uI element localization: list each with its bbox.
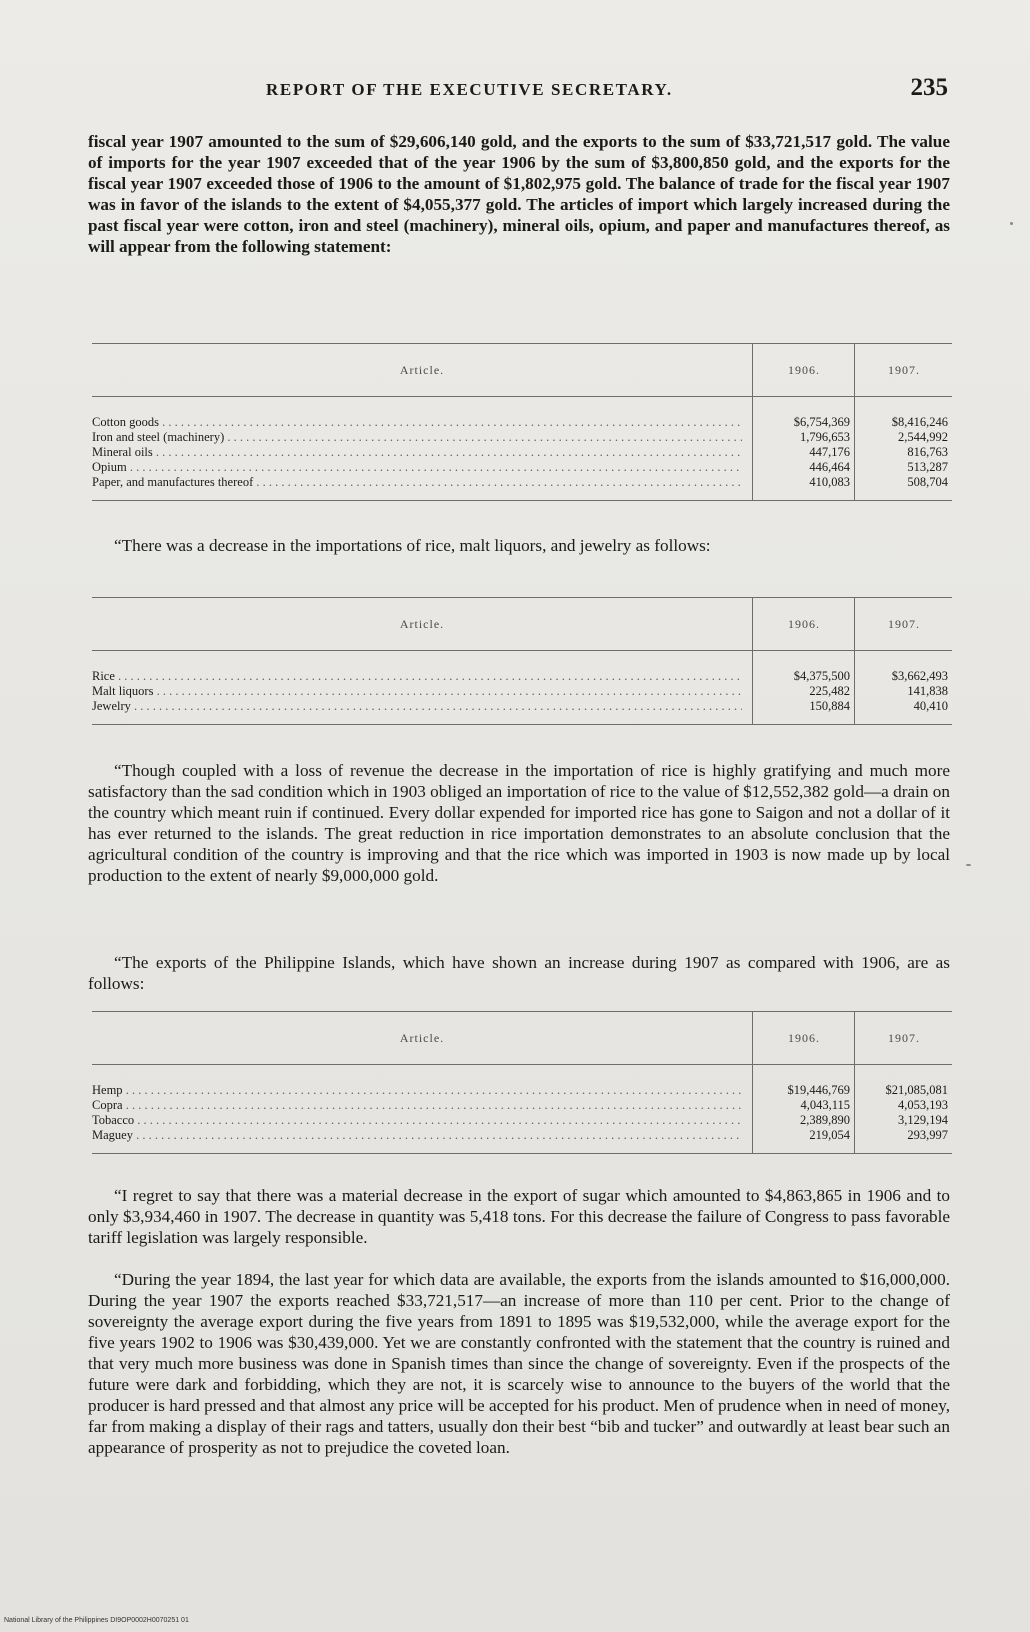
table-row [92, 1098, 952, 1113]
page-number: 235 [910, 74, 948, 101]
table-row [92, 684, 952, 699]
column-header-1906: 1906. [752, 344, 855, 396]
table-body [92, 397, 952, 500]
row-article: Copra . . . [92, 1098, 742, 1113]
table-imports-decrease [92, 597, 952, 725]
table-exports-increase [92, 1011, 952, 1154]
row-article: Mineral oils . . . [92, 445, 742, 460]
row-article: Cotton goods . . . [92, 415, 742, 430]
row-article: Malt liquors . . . [92, 684, 742, 699]
row-value-1906: $19,446,769 [787, 1083, 850, 1097]
row-article: Tobacco . . . [92, 1113, 742, 1128]
table-row [92, 445, 952, 460]
paragraph-sugar-decrease: “I regret to say that there was a material decrease in the export of sugar which amounted to $4,863,865 in 1906 and to only $3,934,460 in 1907. The decrease in quantity was 5,418 tons. For this decrease the failure of Congress to pass favorable tariff legislation was largely responsible. [88, 1186, 950, 1247]
row-value-1906: 2,389,890 [800, 1113, 850, 1127]
paragraph-export-history: “During the year 1894, the last year for which data are available, the exports from the islands amounted to $16,000,000. During the year 1907 the exports reached $33,721,517—an increase of more than 110 per cent. Prior to the change of sovereignty the average export during the five years from 1891 to 1895 was $19,532,000, while the average export for the five years 1902 to 1906 was $30,439,000. Yet we are constantly confronted with the statement that the country is ruined and that very much more business was done in Spanish times than since the change of sovereignty. Even if the prospects of the future were dark and forbidding, which they are not, it is scarcely wise to announce to the buyers of the world that the producer is hard pressed and that almost any price will be accepted for his product. Men of prudence when in need of money, far from making a display of their rags and tatters, usually don their best “bib and tucker” and outwardly at least bear such an appearance of prosperity as not to prejudice the coveted loan. [88, 1270, 950, 1457]
table-row [92, 430, 952, 445]
row-value-1906: $4,375,500 [793, 669, 850, 683]
row-value-1907: 40,410 [913, 699, 948, 713]
column-header-1906: 1906. [752, 598, 855, 650]
page-header [88, 74, 950, 110]
row-value-1906: 4,043,115 [800, 1098, 850, 1112]
row-value-1907: 3,129,194 [898, 1113, 948, 1127]
table-imports-increase [92, 343, 952, 501]
row-article: Iron and steel (machinery) . . . [92, 430, 742, 445]
row-article: Paper, and manufactures thereof . . . [92, 475, 742, 490]
table-row [92, 1083, 952, 1098]
row-article: Rice . . . [92, 669, 742, 684]
table-row [92, 475, 952, 490]
table-header [92, 344, 952, 397]
table-header [92, 1012, 952, 1065]
column-header-article: Article. [399, 617, 445, 631]
paragraph-decrease-intro: “There was a decrease in the importations of rice, malt liquors, and jewelry as follows: [114, 536, 711, 555]
row-value-1906: 1,796,653 [800, 430, 850, 444]
row-value-1907: 293,997 [907, 1128, 948, 1142]
paragraph-exports-intro: “The exports of the Philippine Islands, which have shown an increase during 1907 as compared with 1906, are as follows: [88, 953, 950, 993]
row-value-1906: 446,464 [809, 460, 850, 474]
table-body [92, 1065, 952, 1153]
row-value-1907: 508,704 [907, 475, 948, 489]
column-header-1907: 1907. [854, 344, 953, 396]
row-value-1906: 225,482 [809, 684, 850, 698]
table-row [92, 460, 952, 475]
row-value-1906: 447,176 [809, 445, 850, 459]
table-row [92, 1128, 952, 1143]
row-value-1907: $8,416,246 [891, 415, 948, 429]
running-head: REPORT OF THE EXECUTIVE SECRETARY. [266, 80, 673, 99]
row-value-1906: 219,054 [809, 1128, 850, 1142]
row-value-1907: 2,544,992 [898, 430, 948, 444]
scan-credit: National Library of the Philippines DI9OP0002H0070251 01 [4, 1617, 189, 1624]
table-header [92, 598, 952, 651]
row-article: Hemp . . . [92, 1083, 742, 1098]
row-value-1907: $21,085,081 [885, 1083, 948, 1097]
table-row [92, 669, 952, 684]
row-value-1906: 150,884 [809, 699, 850, 713]
paragraph-trade-balance: fiscal year 1907 amounted to the sum of $29,606,140 gold, and the exports to the sum of $33,721,517 gold. The value of imports for the year 1907 exceeded that of the year 1906 by the sum of $3,800,850 gold, and the exports for the fiscal year 1907 exceeded those of 1906 to the amount of $1,802,975 gold. The balance of trade for the fiscal year 1907 was in favor of the islands to the extent of $4,055,377 gold. The articles of import which largely increased during the past fiscal year were cotton, iron and steel (machinery), mineral oils, opium, and paper and manufactures thereof, as will appear from the following statement: [88, 132, 950, 256]
column-header-1907: 1907. [854, 598, 953, 650]
row-value-1907: $3,662,493 [891, 669, 948, 683]
row-value-1907: 816,763 [907, 445, 948, 459]
table-body [92, 651, 952, 724]
table-row [92, 1113, 952, 1128]
paragraph-rice-reduction: “Though coupled with a loss of revenue the decrease in the importation of rice is highly gratifying and much more satisfactory than the sad condition which in 1903 obliged an importation of rice to the value of $12,552,382 gold—a drain on the country which meant ruin if continued. Every dollar expended for imported rice has gone to Saigon and not a dollar of it has ever returned to the islands. The great reduction in rice importation demonstrates to an absolute conclusion that the agricultural condition of the country is improving and that the rice which was imported in 1903 is now made up by local production to the extent of nearly $9,000,000 gold. [88, 761, 950, 885]
column-header-article: Article. [399, 363, 445, 377]
row-article: Maguey . . . [92, 1128, 742, 1143]
row-article: Jewelry . . . [92, 699, 742, 714]
row-value-1906: 410,083 [809, 475, 850, 489]
row-value-1907: 513,287 [907, 460, 948, 474]
row-value-1907: 141,838 [907, 684, 948, 698]
column-header-1907: 1907. [854, 1012, 953, 1064]
column-header-1906: 1906. [752, 1012, 855, 1064]
table-row [92, 699, 952, 714]
table-row [92, 415, 952, 430]
row-article: Opium . . . [92, 460, 742, 475]
column-header-article: Article. [399, 1031, 445, 1045]
row-value-1906: $6,754,369 [793, 415, 850, 429]
row-value-1907: 4,053,193 [898, 1098, 948, 1112]
